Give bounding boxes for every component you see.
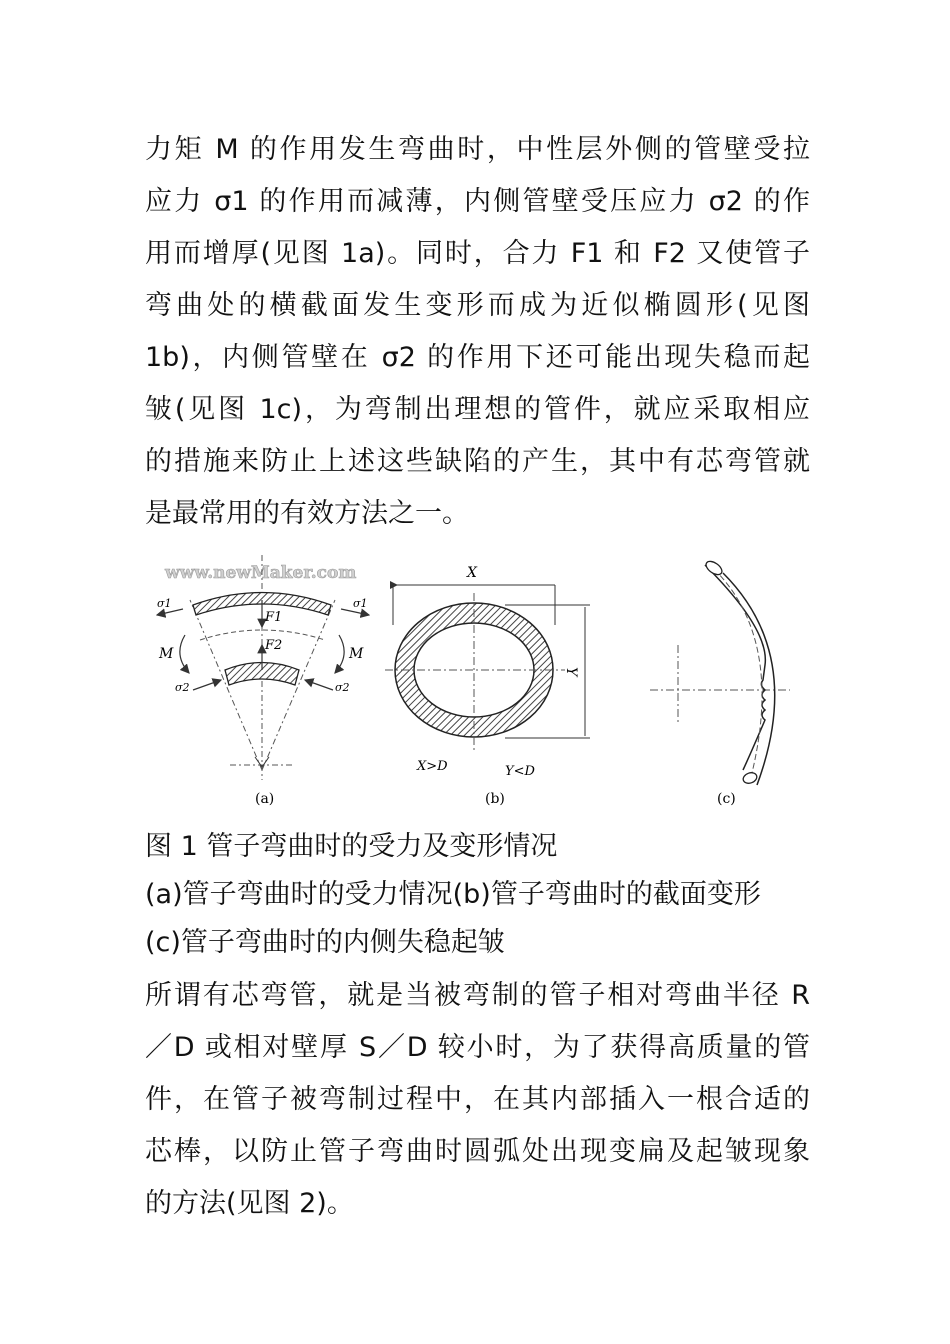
sigma1-left-label: σ1 xyxy=(157,597,172,610)
paragraph-1-line: 力矩 M 的作用发生弯曲时，中性层外侧的管壁受拉 xyxy=(145,134,810,165)
force-f1-label: F1 xyxy=(265,610,283,625)
paragraph-2-line: 所谓有芯弯管，就是当被弯制的管子相对弯曲半径 R xyxy=(145,980,810,1011)
sigma2-left-label: σ2 xyxy=(175,681,190,694)
dimension-y-label: Y xyxy=(563,667,579,677)
sigma2-right-label: σ2 xyxy=(335,681,350,694)
paragraph-1-line: 皱(见图 1c)，为弯制出理想的管件，就应采取相应 xyxy=(145,394,810,425)
panel-a xyxy=(157,555,369,807)
force-f2-label: F2 xyxy=(265,638,283,653)
condition-y-label: Y<D xyxy=(505,764,535,779)
panel-c xyxy=(650,559,790,807)
condition-x-label: X>D xyxy=(417,759,448,774)
moment-right-label: M xyxy=(349,646,364,662)
figure-caption-title: 图 1 管子弯曲时的受力及变形情况 xyxy=(145,831,558,862)
panel-a-label: (a) xyxy=(255,791,275,807)
paragraph-1 xyxy=(145,124,810,540)
paragraph-1-line: 应力 σ1 的作用而减薄，内侧管壁受压应力 σ2 的作 xyxy=(145,186,810,217)
figure-caption-line-3: (c)管子弯曲时的内侧失稳起皱 xyxy=(145,927,505,958)
paragraph-1-line: 用而增厚(见图 1a)。同时，合力 F1 和 F2 又使管子 xyxy=(145,238,810,269)
bent-pipe-inner xyxy=(705,565,765,770)
panel-b-label: (b) xyxy=(485,791,505,807)
paragraph-1-line: 1b)，内侧管壁在 σ2 的作用下还可能出现失稳而起 xyxy=(145,342,810,373)
moment-left-label: M xyxy=(159,646,174,662)
paragraph-2-line: 件，在管子被弯制过程中，在其内部插入一根合适的 xyxy=(145,1084,810,1115)
panel-b xyxy=(385,565,590,807)
paragraph-1-line: 弯曲处的横截面发生变形而成为近似椭圆形(见图 xyxy=(145,290,810,321)
watermark: www.newMaker.com xyxy=(165,563,357,583)
paragraph-2-line: 芯棒，以防止管子弯曲时圆弧处出现变扁及起皱现象 xyxy=(145,1136,810,1167)
paragraph-1-line: 是最常用的有效方法之一。 xyxy=(145,498,469,529)
dimension-x-label: X xyxy=(467,565,477,581)
figure-1-pipe-bending xyxy=(145,545,810,825)
panel-c-label: (c) xyxy=(717,791,736,807)
paragraph-2-line: 的方法(见图 2)。 xyxy=(145,1188,354,1219)
paragraph-1-line: 的措施来防止上述这些缺陷的产生，其中有芯弯管就 xyxy=(145,446,810,477)
paragraph-2-line: ／D 或相对壁厚 S／D 较小时，为了获得高质量的管 xyxy=(145,1032,810,1063)
paragraph-2 xyxy=(145,970,810,1230)
bent-pipe-outer xyxy=(723,573,775,785)
figure-caption-line-2: (a)管子弯曲时的受力情况(b)管子弯曲时的截面变形 xyxy=(145,879,761,910)
sigma1-right-label: σ1 xyxy=(353,597,368,610)
